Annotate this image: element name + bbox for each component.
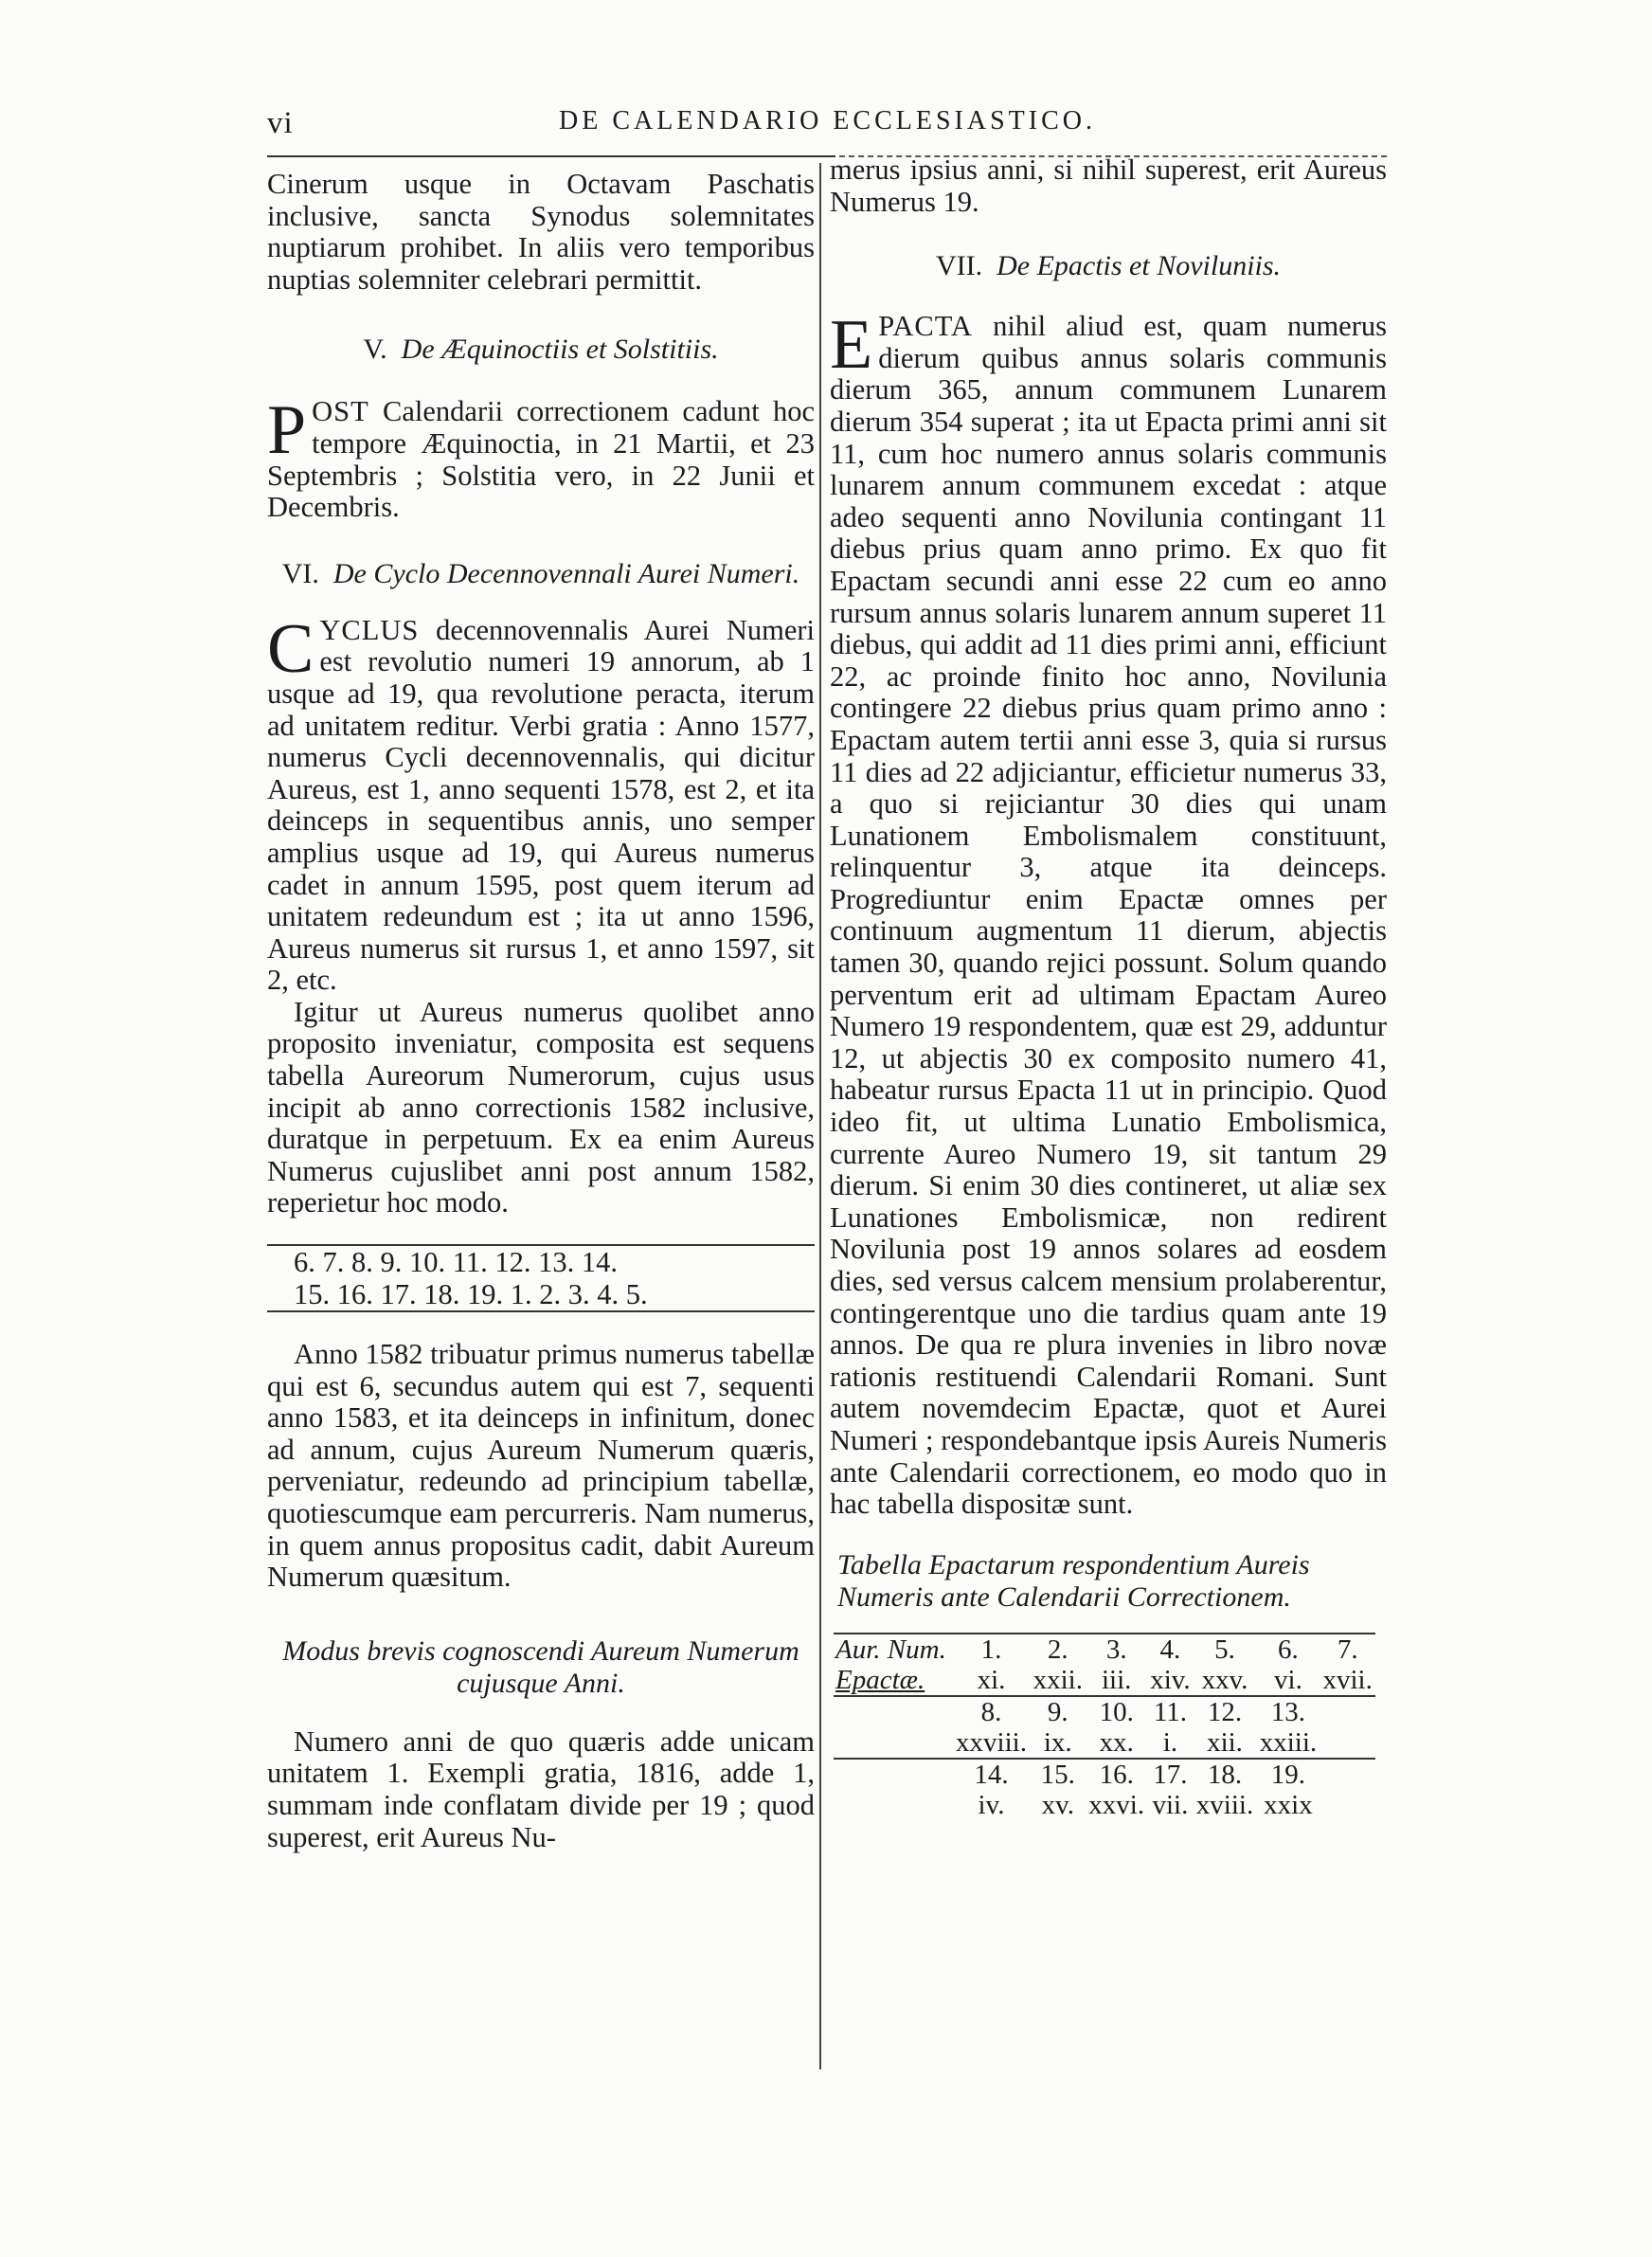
running-title: DE CALENDARIO ECCLESIASTICO. [559,106,1096,135]
modus-paragraph: Numero anni de quo quæris adde unicam unitatem 1. Exempli gratia, 1816, adde 1, summam inde conflatam divide per 19 ; quod superest, erit Aureus Nu- [267,1724,815,1853]
section-7-paragraph: EPACTA nihil aliud est, quam numerus dierum quibus annus solaris communis dierum 365, annum communem Lunarem dierum 354 superat ; ita ut Epacta primi anni sit 11, cum hoc numero annus solaris communis lunarem annum communem excedat : atque adeo sequenti anno Novilunia contingant 11 diebus prius quam anno primo. Ex quo fit Epactam secundi anni esse 22 cum eo anno rursum annus solaris lunarem annum superet 11 diebus, qui addit ad 11 dies primi anni, efficiunt 22, ac proinde finito hoc anno, Novilunia contingere 22 diebus prius quam primo anno : Epactam autem tertii anni esse 3, quia si rursus 11 dies ad 22 adjiciantur, efficietur numerus 33, a quo si rejiciantur 30 dies qui unam Lunationem Embolismalem constituunt, relinquentur 3, atque ita deinceps. Progrediuntur enim Epactæ omnes per continuum augmentum 11 dierum, abjectis tamen 30, quando rejici possunt. Solum quando perventum erit ad ultimam Epactam Aureo Numero 19 respondentem, quæ est 29, adduntur 12, ut abjectis 30 ex composito numero 41, habeatur rursus Epacta 11 ut in principio. Quod ideo fit, ut ultima Lunatio Embolismica, currente Aureo Numero 19, sit tantum 29 dierum. Si enim 30 dies contineret, ut aliæ sex Lunationes Embolismicæ, non redirent Novilunia post 19 annos solares ad eosdem dies, sed versus calcem mensium prolaberentur, contingerentque uno die tardius quam ante 19 annos. De qua re plura invenies in libro novæ rationis restituendi Calendarii Romani. Sunt autem novemdecim Epactæ, quot et Aurei Numeri ; respondebantque ipsis Aureis Numeris ante Calendarii correctionem, eo modo quo in hac tabella dispositæ sunt. [830,306,1387,1521]
section-heading-7: VII. De Epactis et Noviluniis. [935,250,1282,282]
row-label-numbers: Aur. Num. [834,1634,953,1665]
column-divider [819,163,821,2069]
section-6-paragraph-3: Anno 1582 tribuatur primus numerus tabellæ qui est 6, secundus autem qui est 7, sequenti anno 1583, et ita deinceps in infinitum, donec ad annum, cujus Aureum Numerum quæris, perveniatur, redeundo ad principium tabellæ, quotiescumque eam percurreris. Nam numerus, in quem annus propositus cadit, dabit Aureum Numerum quæsitum. [267,1338,815,1594]
epact-table-title: Tabella Epactarum respondentium Aureis Numeris ante Calendarii Correctionem. [837,1548,1310,1613]
page-number: vi [267,106,294,140]
section-heading-6: VI. De Cyclo Decennovennali Aurei Numeri. [281,557,800,589]
table-row: 8. 9. 10. 11. 12. 13. [980,1696,1306,1727]
table-row: 14. 15. 16. 17. 18. 19. [974,1759,1306,1790]
section-6-paragraph-1: CYCLUS decennovennalis Aurei Numeri est revolutio numeri 19 annorum, ab 1 usque ad 19, qua revolutione peracta, iterum ad unitatem reditur. Verbi gratia : Anno 1577, numerus Cycli decennovennalis, qui dicitur Aureus, est 1, anno sequenti 1578, est 2, et ita deinceps in sequentibus annis, uno semper amplius usque ad 19, qui Aureus numerus cadet in annum 1595, post quem iterum ad unitatem redeundum est ; ita ut anno 1596, Aureus numerus sit rursus 1, et anno 1597, sit 2, etc. [267,609,815,997]
golden-number-row-2: 15. 16. 17. 18. 19. 1. 2. 3. 4. 5. [294,1278,648,1311]
table-row: iv. xv. xxvi. vii. xviii. xxix [978,1789,1313,1820]
table-rule-bottom [267,1310,815,1312]
table-row: xxviii. ix. xx. i. xii. xxiii. [834,1727,1375,1759]
right-column [830,154,1387,1820]
drop-cap: C [267,609,314,688]
drop-cap: P [267,391,307,470]
modus-heading: Modus brevis cognoscendi Aureum Numerum cujusque Anni. [282,1634,799,1699]
table-row: Aur. Num. 1. 2. 3. 4. 5. 6. 7. [834,1634,1375,1665]
table-row: Epactæ. xi. xxii. iii. xiv. xxv. vi. xvii. [834,1665,1375,1696]
left-column [267,169,815,1853]
paragraph-continued: Cinerum usque in Octavam Paschatis inclusive, sancta Synodus solemnitates nuptiarum prohibet. In aliis vero temporibus nuptias solemniter celebrari permittit. [267,168,815,296]
section-6-paragraph-2: Igitur ut Aureus numerus quolibet anno proposito inveniatur, composita est sequens tabella Aureorum Numerorum, cujus usus incipit ab anno correctionis 1582 inclusive, duratque in perpetuum. Ex ea enim Aureus Numerus cujuslibet anni post annum 1582, reperietur hoc modo. [267,995,815,1219]
drop-cap: E [830,306,873,385]
golden-number-row-1: 6. 7. 8. 9. 10. 11. 12. 13. 14. [294,1246,618,1279]
epact-table [834,1633,1375,1820]
section-heading-5: V. De Æquinoctiis et Solstitiis. [363,334,719,366]
section-5-paragraph: POST Calendarii correctionem cadunt hoc tempore Æquinoctia, in 21 Martii, et 23 Septembris ; Solstitia vero, in 22 Junii et Decembris. [267,391,815,524]
paragraph-continued-right: merus ipsius anni, si nihil superest, erit Aureus Numerus 19. [830,153,1387,218]
header-rule [267,155,835,157]
row-label-epacts: Epactæ. [834,1665,953,1696]
